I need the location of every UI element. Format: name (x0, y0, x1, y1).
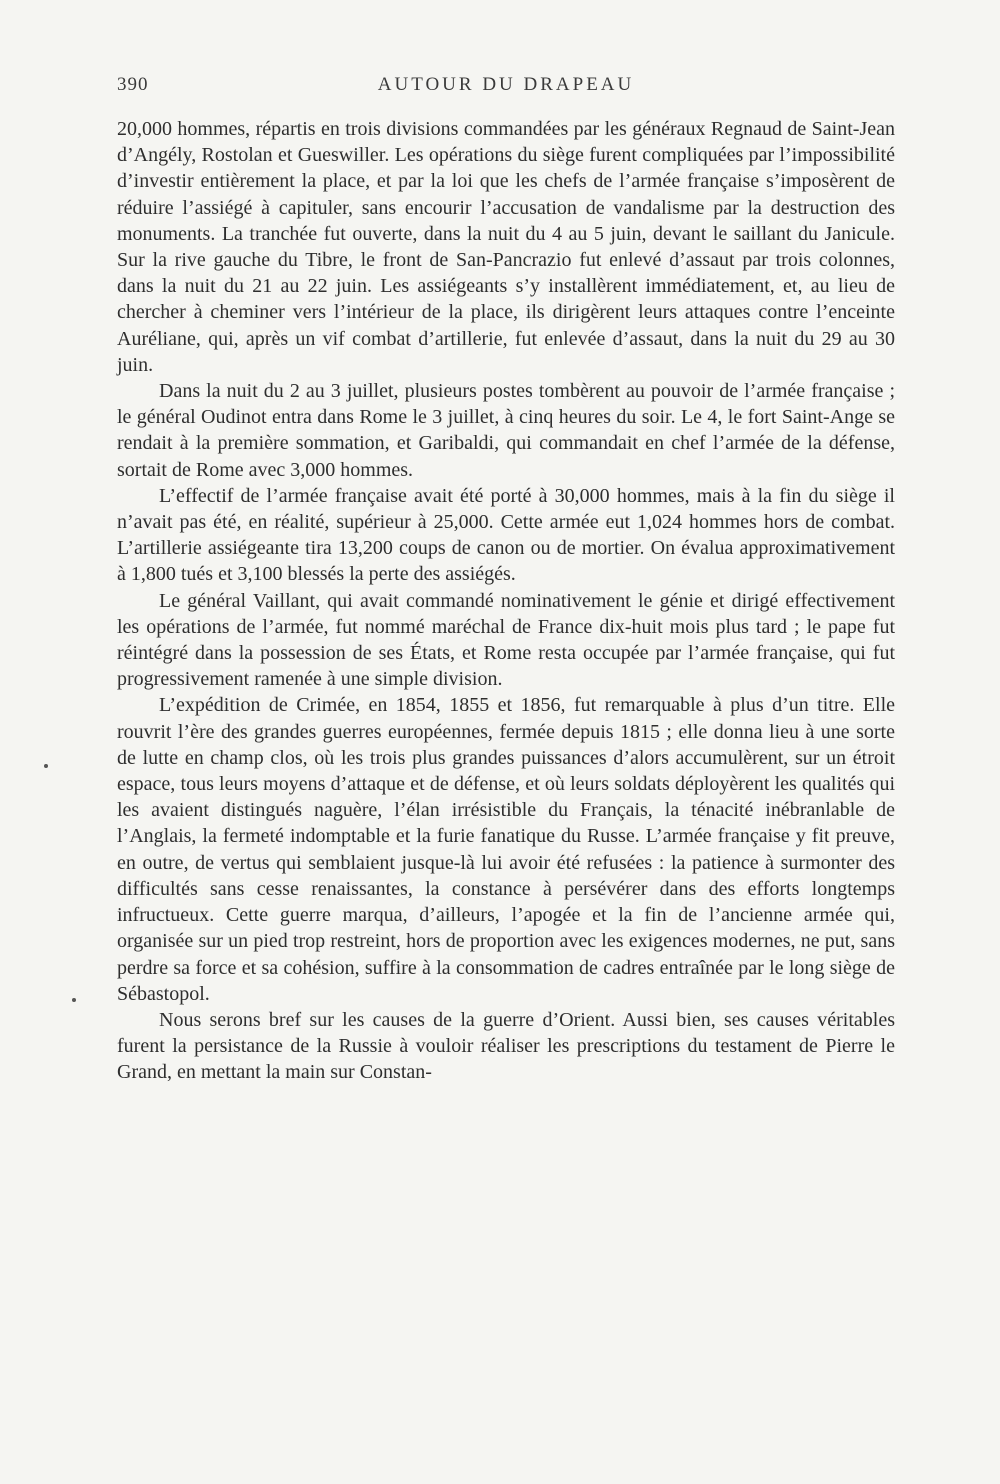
paragraph-4: Le général Vaillant, qui avait commandé nominativement le génie et dirigé effectivement les opérations de l’armée, fut nommé maréchal de France dix-huit mois plus tard ; le pape fut réintégré dans la possession de ses États, et Rome resta occupée par l’armée française, qui fut progressivement ramenée à une simple division. (117, 589, 895, 691)
paragraph-3: L’effectif de l’armée française avait été porté à 30,000 hommes, mais à la fin du siège il n’avait pas été, en réalité, supérieur à 25,000. Cette armée eut 1,024 hommes hors de combat. L’artillerie assiégeante tira 13,200 coups de canon ou de mortier. On évalua approximativement à 1,800 tués et 3,100 blessés la perte des assiégés. (117, 484, 895, 586)
body-text (117, 116, 895, 1086)
margin-speck (72, 998, 76, 1002)
paragraph-5: L’expédition de Crimée, en 1854, 1855 et 1856, fut remarquable à plus d’un titre. Elle rouvrit l’ère des grandes guerres européennes, fermée depuis 1815 ; elle donna lieu à une sorte de lutte en champ clos, où les trois plus grandes puissances d’alors accumulèrent, sur un étroit espace, tous leurs moyens d’attaque et de défense, et où leurs soldats déployèrent les qualités qui les avaient distingués naguère, l’élan irrésistible du Français, la ténacité inébranlable de l’Anglais, la fermeté indomptable et la furie fanatique du Russe. L’armée française y fit preuve, en outre, de vertus qui semblaient jusque-là lui avoir été refusées : la patience à surmonter des difficultés sans cesse renaissantes, la constance à persévérer dans des efforts longtemps infructueux. Cette guerre marqua, d’ailleurs, l’apogée et la fin de l’ancienne armée qui, organisée sur un pied trop restreint, hors de proportion avec les exigences modernes, ne put, sans perdre sa force et sa cohésion, suffire à la consommation de cadres entraînée par le long siège de Sébastopol. (117, 694, 895, 1005)
page-header (117, 74, 895, 100)
running-head: AUTOUR DU DRAPEAU (377, 74, 635, 95)
paragraph-1: 20,000 hommes, répartis en trois divisions commandées par les généraux Regnaud de Saint-Jean d’Angély, Rostolan et Gueswiller. Les opérations du siège furent compliquées par l’impossibilité d’investir entièrement la place, et par la loi que les chefs de l’armée française s’imposèrent de réduire l’assiégé à capituler, sans encourir l’accusation de vandalisme par la destruction des monuments. La tranchée fut ouverte, dans la nuit du 4 au 5 juin, devant le saillant du Janicule. Sur la rive gauche du Tibre, le front de San-Pancrazio fut enlevé d’assaut par trois colonnes, dans la nuit du 21 au 22 juin. Les assiégeants s’y installèrent immédiatement, et, au lieu de chercher à cheminer vers l’intérieur de la place, ils dirigèrent leurs attaques contre l’enceinte Auréliane, qui, après un vif combat d’artillerie, fut enlevée d’assaut, dans la nuit du 29 au 30 juin. (117, 118, 895, 376)
page-number: 390 (117, 74, 149, 95)
margin-speck (44, 764, 48, 768)
paragraph-6: Nous serons bref sur les causes de la guerre d’Orient. Aussi bien, ses causes véritables furent la persistance de la Russie à vouloir réaliser les prescriptions du testament de Pierre le Grand, en mettant la main sur Constan- (117, 1008, 895, 1084)
paragraph-2: Dans la nuit du 2 au 3 juillet, plusieurs postes tombèrent au pouvoir de l’armée française ; le général Oudinot entra dans Rome le 3 juillet, à cinq heures du soir. Le 4, le fort Saint-Ange se rendait à la première sommation, et Garibaldi, qui commandait en chef l’armée de la défense, sortait de Rome avec 3,000 hommes. (117, 380, 895, 481)
